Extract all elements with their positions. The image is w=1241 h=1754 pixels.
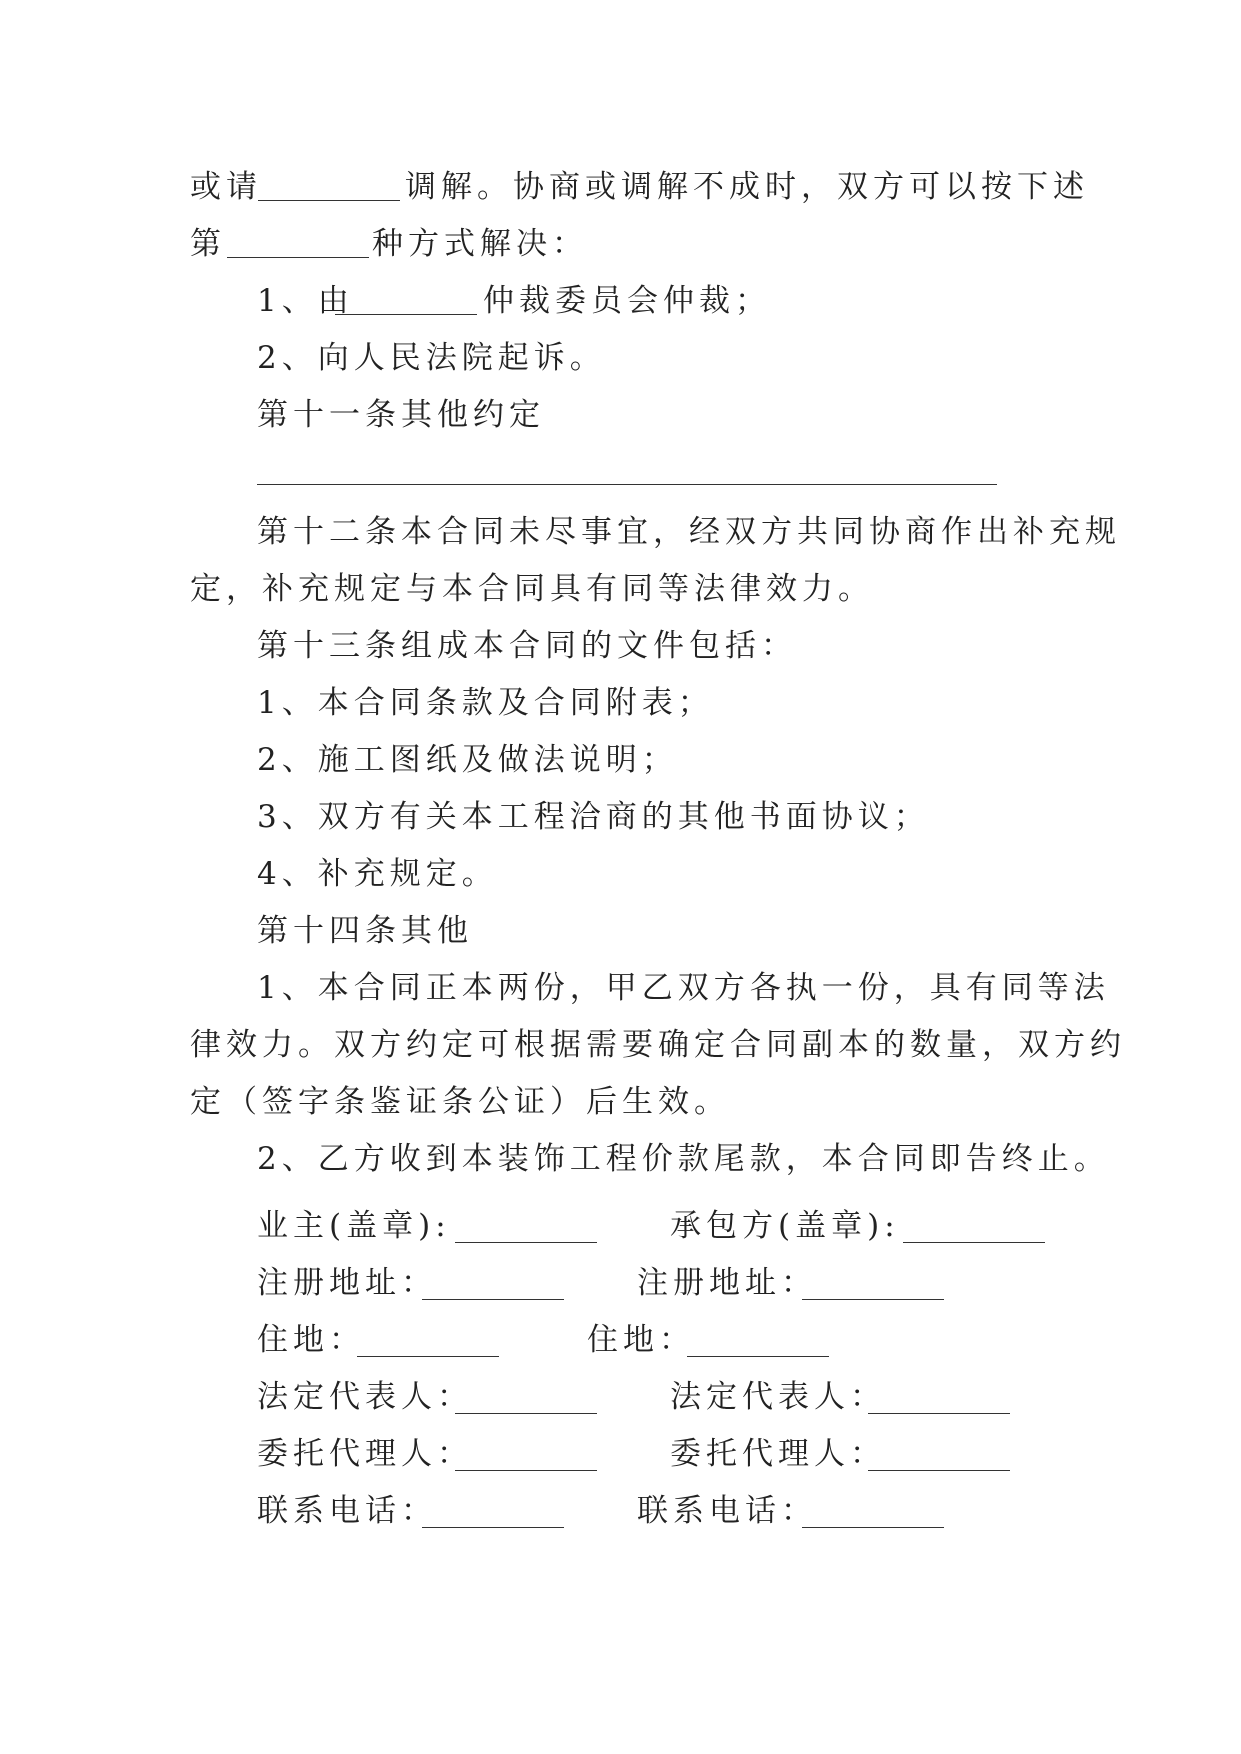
contractor-seal-blank (903, 1242, 1045, 1243)
article-13-heading: 第十三条组成本合同的文件包括： (257, 628, 797, 664)
contractor-residence-label: 住地： (587, 1322, 695, 1358)
blank-other-agreement (257, 484, 997, 485)
owner-residence-blank (357, 1356, 499, 1357)
owner-legal-rep-label: 法定代表人： (257, 1379, 473, 1415)
blank-arbitration (335, 314, 477, 315)
option-2: 2、向人民法院起诉。 (257, 340, 606, 376)
owner-seal-label: 业主(盖章): (257, 1208, 451, 1244)
contractor-agent-label: 委托代理人： (670, 1436, 886, 1472)
owner-address-blank (422, 1299, 564, 1300)
article-14-item-1-line-3: 定（签字条鉴证条公证）后生效。 (190, 1084, 730, 1120)
article-13-item-1: 1、本合同条款及合同附表； (257, 685, 714, 721)
contractor-address-label: 注册地址： (637, 1265, 817, 1301)
contractor-legal-rep-label: 法定代表人： (670, 1379, 886, 1415)
article-11-heading: 第十一条其他约定 (257, 397, 545, 433)
dispute-line-1 (190, 167, 262, 207)
contractor-phone-blank (802, 1527, 944, 1528)
article-14-item-2: 2、乙方收到本装饰工程价款尾款，本合同即告终止。 (257, 1141, 1110, 1177)
contractor-agent-blank (868, 1470, 1010, 1471)
article-13-item-4: 4、补充规定。 (257, 856, 498, 892)
option-1-start: 1、由 (257, 283, 354, 319)
contractor-phone-label: 联系电话： (637, 1493, 817, 1529)
owner-legal-rep-blank (455, 1413, 597, 1414)
dispute-line-2-end: 种方式解决： (372, 226, 588, 262)
owner-phone-blank (422, 1527, 564, 1528)
contractor-address-blank (802, 1299, 944, 1300)
owner-phone-label: 联系电话： (257, 1493, 437, 1529)
option-1-end: 仲裁委员会仲裁； (483, 283, 771, 319)
contractor-legal-rep-blank (868, 1413, 1010, 1414)
owner-agent-blank (455, 1470, 597, 1471)
owner-residence-label: 住地： (257, 1322, 365, 1358)
blank-mediator (258, 200, 400, 201)
article-12-line-1: 第十二条本合同未尽事宜，经双方共同协商作出补充规 (257, 514, 1121, 550)
article-14-item-1-line-1: 1、本合同正本两份，甲乙双方各执一份，具有同等法 (257, 970, 1110, 1006)
dispute-line-2-start: 第 (190, 226, 226, 262)
owner-address-label: 注册地址： (257, 1265, 437, 1301)
article-14-heading: 第十四条其他 (257, 913, 473, 949)
owner-seal-blank (455, 1242, 597, 1243)
article-13-item-2: 2、施工图纸及做法说明； (257, 742, 678, 778)
dispute-line-1-start: 或请 (190, 169, 262, 205)
blank-method (227, 257, 369, 258)
article-14-item-1-line-2: 律效力。双方约定可根据需要确定合同副本的数量，双方约 (190, 1027, 1126, 1063)
article-13-item-3: 3、双方有关本工程洽商的其他书面协议； (257, 799, 930, 835)
contractor-seal-label: 承包方(盖章): (670, 1208, 900, 1244)
contractor-residence-blank (687, 1356, 829, 1357)
owner-agent-label: 委托代理人： (257, 1436, 473, 1472)
article-12-line-2: 定，补充规定与本合同具有同等法律效力。 (190, 571, 874, 607)
dispute-line-1-end: 调解。协商或调解不成时，双方可以按下述 (405, 169, 1089, 205)
